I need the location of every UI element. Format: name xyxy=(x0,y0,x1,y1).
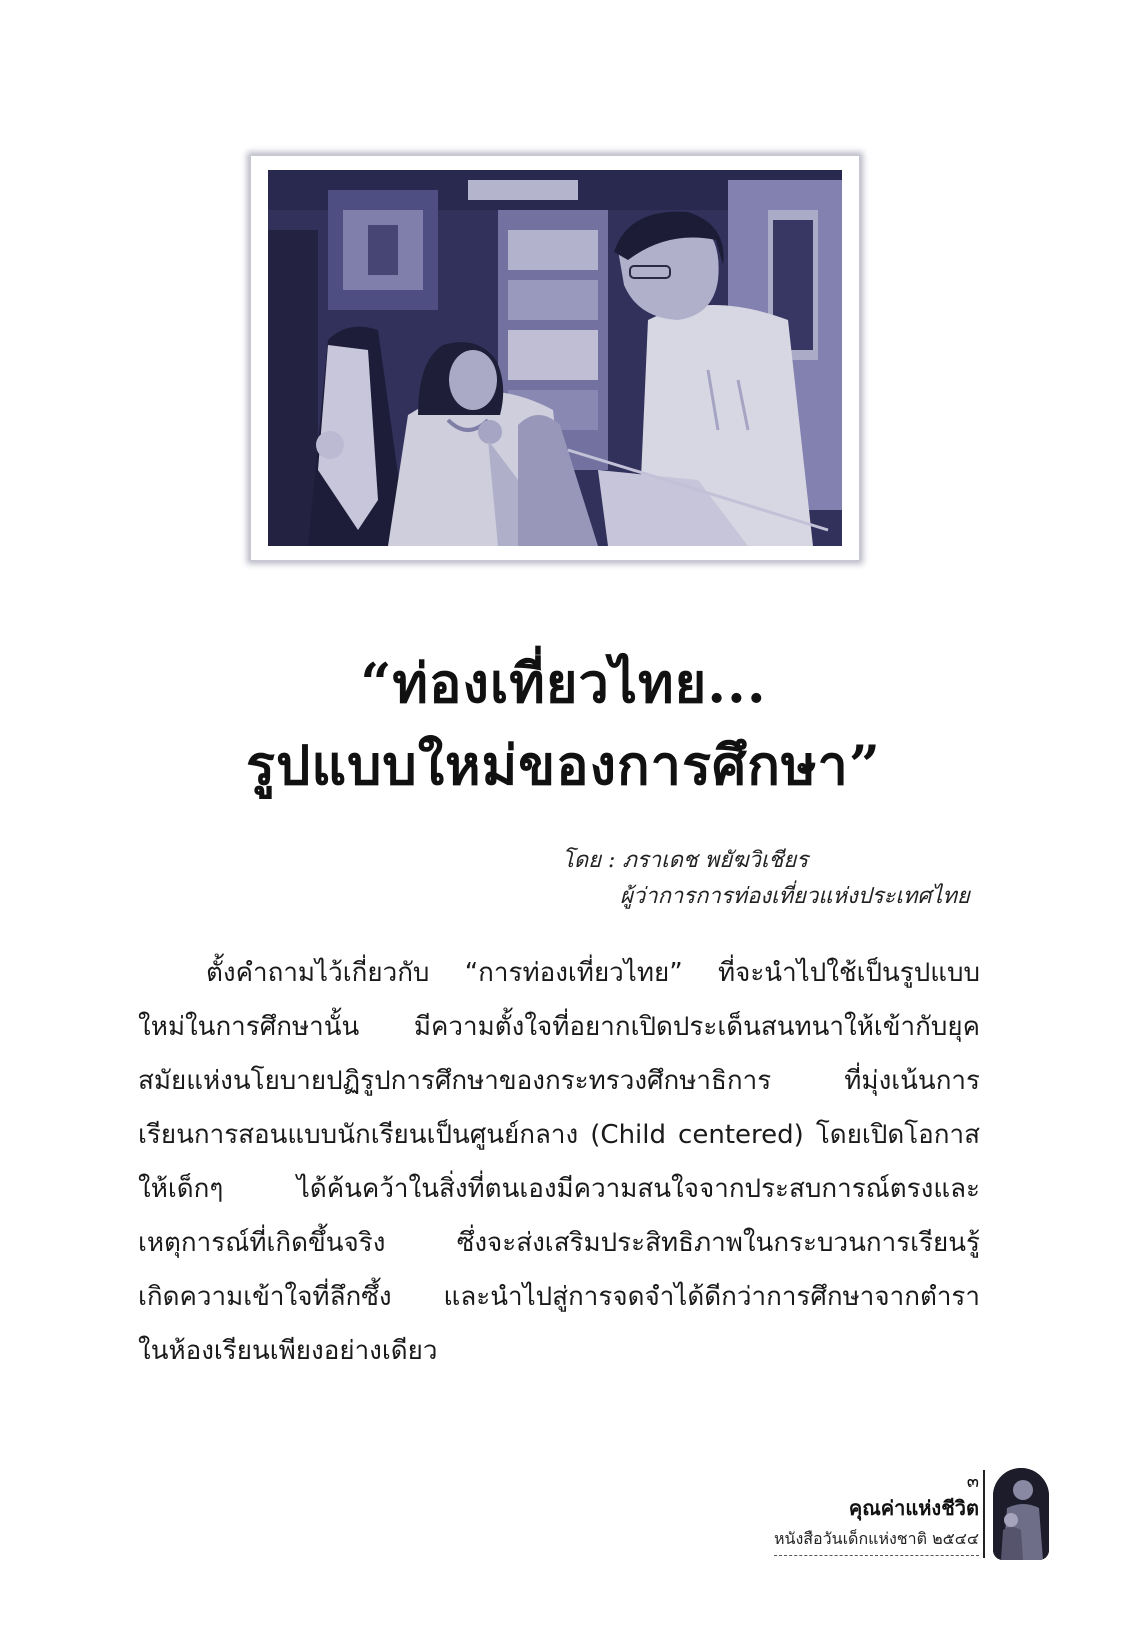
article-title-line-2: รูปแบบใหม่ของการศึกษา” xyxy=(246,733,881,797)
footer-thumbnail xyxy=(993,1468,1049,1560)
body-line: เรียนการสอนแบบนักเรียนเป็นศูนย์กลาง (Child centered) โดยเปิดโอกาส xyxy=(138,1120,980,1150)
footer-thumbnail-image xyxy=(993,1468,1049,1560)
footer-divider xyxy=(983,1470,985,1558)
article-photo xyxy=(268,170,842,546)
photo-image xyxy=(268,170,842,546)
byline-author: โดย : ภราเดช พยัฆวิเชียร xyxy=(562,848,809,873)
byline-position: ผู้ว่าการการท่องเที่ยวแห่งประเทศไทย xyxy=(620,884,970,909)
page-number: ๓ xyxy=(966,1471,979,1492)
footer-book-subtitle: หนังสือวันเด็กแห่งชาติ ๒๕๔๔ xyxy=(774,1527,979,1556)
body-line: เหตุการณ์ที่เกิดขึ้นจริง ซึ่งจะส่งเสริมประสิทธิภาพในกระบวนการเรียนรู้ xyxy=(138,1228,980,1258)
body-line: เกิดความเข้าใจที่ลึกซึ้ง และนำไปสู่การจดจำได้ดีกว่าการศึกษาจากตำรา xyxy=(138,1282,980,1312)
footer-book-title: คุณค่าแห่งชีวิต xyxy=(848,1496,979,1520)
body-line: ตั้งคำถามไว้เกี่ยวกับ “การท่องเที่ยวไทย” ที่จะนำไปใช้เป็นรูปแบบ xyxy=(206,958,980,988)
body-line: ให้เด็กๆ ได้ค้นคว้าในสิ่งที่ตนเองมีความสนใจจากประสบการณ์ตรงและ xyxy=(138,1174,980,1204)
article-photo-frame xyxy=(250,155,860,561)
article-title-line-1: “ท่องเที่ยวไทย... xyxy=(360,651,767,715)
body-line: ใหม่ในการศึกษานั้น มีความตั้งใจที่อยากเปิดประเด็นสนทนาให้เข้ากับยุค xyxy=(138,1012,980,1042)
body-line: ในห้องเรียนเพียงอย่างเดียว xyxy=(138,1336,438,1366)
body-line: สมัยแห่งนโยบายปฏิรูปการศึกษาของกระทรวงศึกษาธิการ ที่มุ่งเน้นการ xyxy=(138,1066,980,1096)
